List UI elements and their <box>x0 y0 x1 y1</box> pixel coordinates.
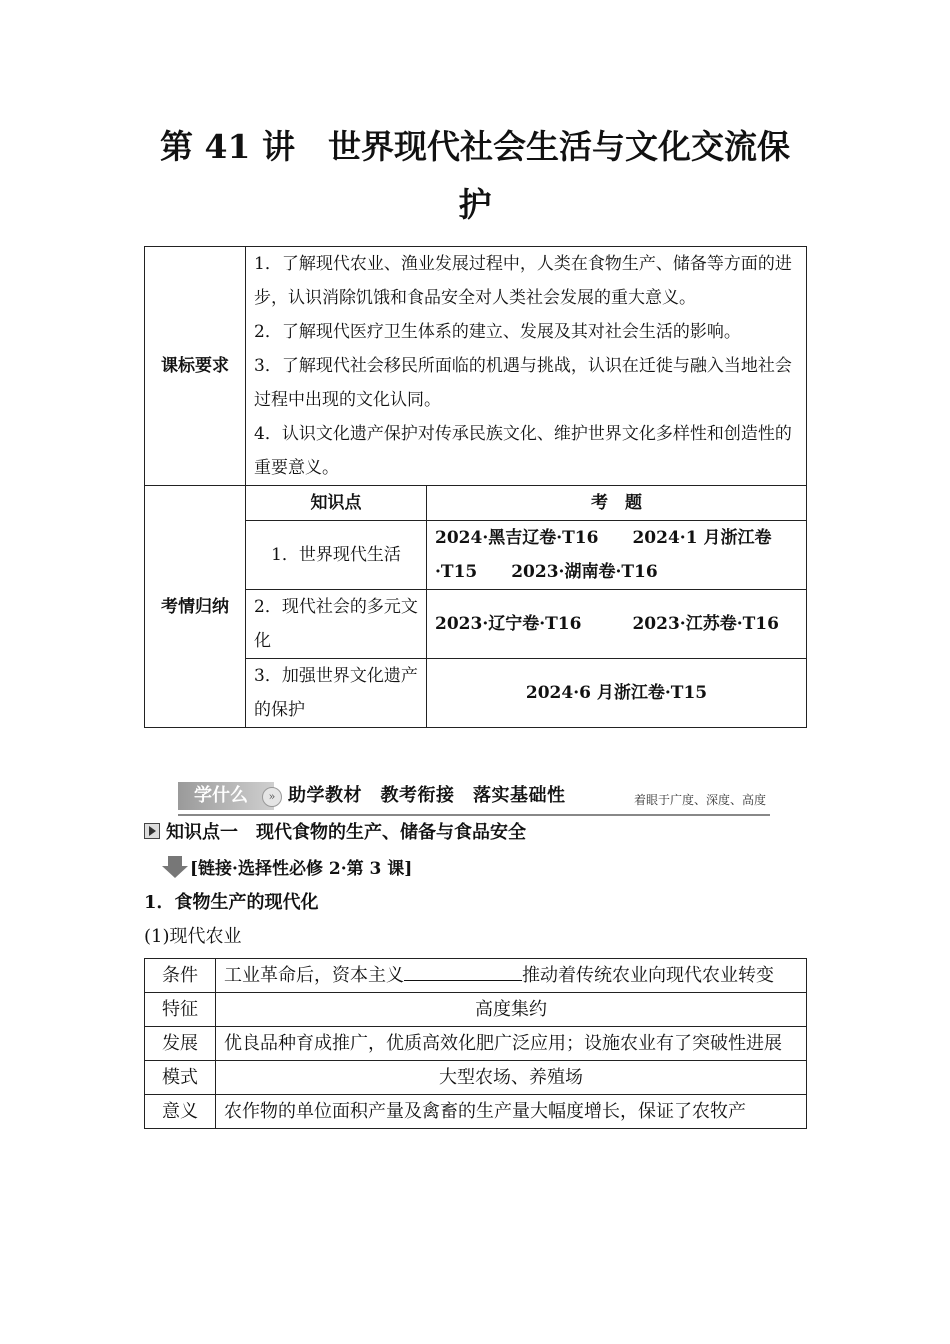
exam-header: 考情归纳 <box>145 486 246 728</box>
row-label: 意义 <box>145 1095 216 1129</box>
exam-point: 2．现代社会的多元文化 <box>246 590 427 659</box>
table-row <box>145 993 807 1027</box>
table-row <box>246 659 806 728</box>
title-line-1: 第 41 讲 世界现代社会生活与文化交流保 <box>160 127 790 166</box>
exam-questions: 2023·辽宁卷·T16 2023·江苏卷·T16 <box>427 590 807 659</box>
knowledge-point-heading <box>144 818 526 848</box>
exam-questions: 2024·6 月浙江卷·T15 <box>427 659 807 728</box>
table-row <box>145 1061 807 1095</box>
row-content: 优良品种育成推广，优质高效化肥广泛应用；设施农业有了突破性进展 <box>216 1027 807 1061</box>
row-label: 特征 <box>145 993 216 1027</box>
requirement-item: 1．了解现代农业、渔业发展过程中，人类在食物生产、储备等方面的进步，认识消除饥饿和食品安全对人类社会发展的重大意义。 <box>254 254 792 308</box>
row-text: 推动着传统农业向现代农业转变 <box>522 965 774 986</box>
exam-row <box>145 486 807 728</box>
agriculture-table <box>144 958 807 1129</box>
requirements-header: 课标要求 <box>145 247 246 486</box>
subsection-heading: (1)现代农业 <box>144 926 242 947</box>
exam-point: 1．世界现代生活 <box>246 521 427 590</box>
row-content: 农作物的单位面积产量及禽畜的生产量大幅度增长，保证了农牧产 <box>216 1095 807 1129</box>
banner-slogan: 着眼于广度、深度、高度 <box>633 793 766 807</box>
table-row <box>145 1095 807 1129</box>
table-row <box>246 590 806 659</box>
requirements-content <box>246 247 807 486</box>
row-label: 模式 <box>145 1061 216 1095</box>
section-heading: 1．食物生产的现代化 <box>144 892 319 913</box>
requirement-item: 2．了解现代医疗卫生体系的建立、发展及其对社会生活的影响。 <box>254 322 741 342</box>
requirements-row <box>145 247 807 486</box>
row-content: 高度集约 <box>216 993 807 1027</box>
chevron-right-icon: » <box>262 787 282 807</box>
fill-blank[interactable] <box>404 962 522 981</box>
requirement-item: 3．了解现代社会移民所面临的机遇与挑战，认识在迁徙与融入当地社会过程中出现的文化认同。 <box>254 356 792 410</box>
overview-table <box>144 246 807 728</box>
banner-main: 助学教材 教考衔接 落实基础性 <box>288 785 566 806</box>
exam-questions: 2024·黑吉辽卷·T16 2024·1 月浙江卷·T15 2023·湖南卷·T16 <box>427 521 807 590</box>
link-text: [链接·选择性必修 2·第 3 课] <box>190 859 413 879</box>
title-line-2: 护 <box>458 185 492 224</box>
knowledge-point-title: 知识点一 现代食物的生产、储备与食品安全 <box>166 822 526 843</box>
section-banner <box>178 780 770 816</box>
table-row <box>145 1027 807 1061</box>
table-row <box>145 959 807 993</box>
exam-point: 3．加强世界文化遗产的保护 <box>246 659 427 728</box>
exam-table <box>246 486 806 727</box>
table-row <box>246 521 806 590</box>
play-icon <box>144 823 160 839</box>
requirement-item: 4．认识文化遗产保护对传承民族文化、维护世界文化多样性和创造性的重要意义。 <box>254 424 792 478</box>
exam-header-row <box>246 486 806 521</box>
row-text: 工业革命后，资本主义 <box>224 965 404 986</box>
arrow-down-icon <box>162 856 188 878</box>
exam-col-point: 知识点 <box>246 486 427 521</box>
link-reference <box>162 852 412 884</box>
row-content <box>216 959 807 993</box>
exam-col-questions: 考 题 <box>427 486 807 521</box>
row-content: 大型农场、养殖场 <box>216 1061 807 1095</box>
row-label: 条件 <box>145 959 216 993</box>
banner-tag: 学什么 <box>178 782 274 810</box>
row-label: 发展 <box>145 1027 216 1061</box>
page-title <box>144 118 806 234</box>
